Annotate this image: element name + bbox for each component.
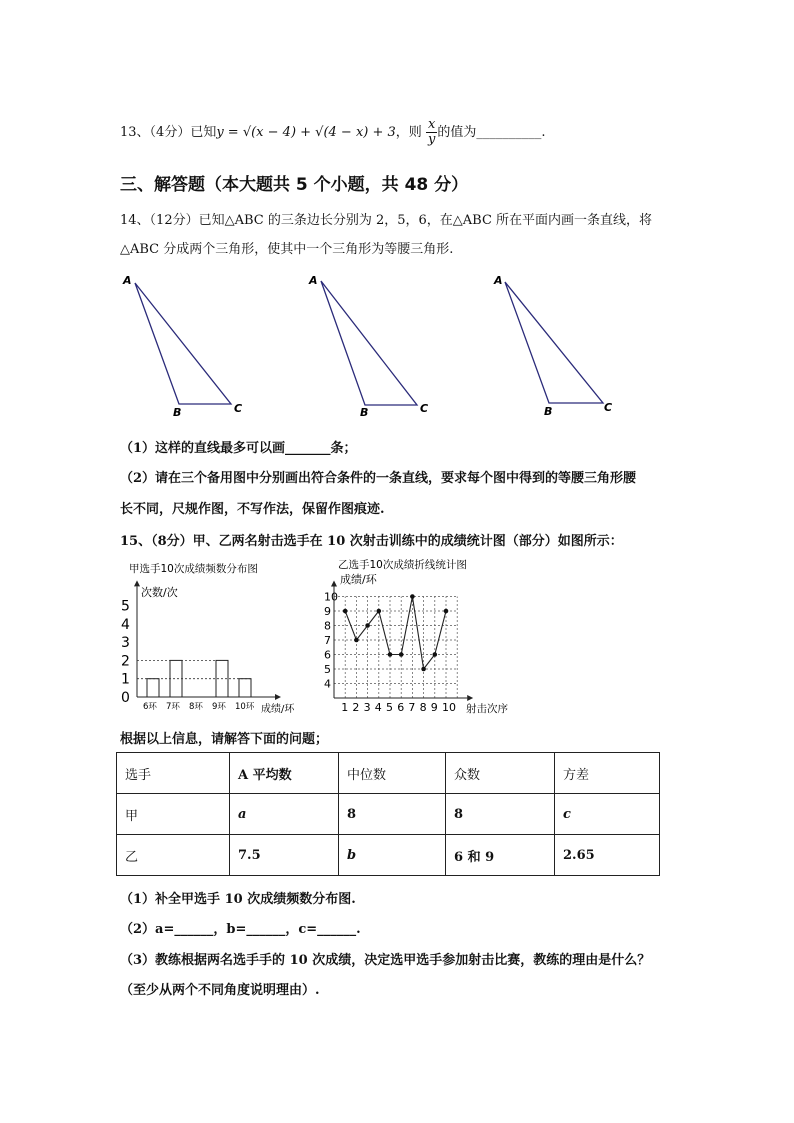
q13-prefix: 13、（4分）已知 — [120, 125, 217, 140]
q13-suffix: 的值为__________. — [437, 125, 546, 140]
triangle-figures — [110, 270, 670, 430]
y-tick-label: 4 — [121, 616, 130, 633]
y-axis-arrow — [134, 580, 140, 586]
x-tick-label: 5 — [386, 701, 393, 714]
x-tick-label: 9 — [430, 701, 438, 714]
bar-chart-title: 甲选手10次成绩频数分布图 — [129, 563, 258, 575]
x-tick-label: 8 — [419, 701, 427, 714]
q15-line1: 15、（8分）甲、乙两名射击选手在 10 次射击训练中的成绩统计图（部分）如图所示： — [120, 534, 623, 549]
x-tick-label: 10 — [442, 701, 456, 714]
bar — [170, 660, 182, 697]
label-c-1: C — [234, 402, 243, 415]
q14-sub2-line1: （2）请在三个备用图中分别画出符合条件的一条直线，要求每个图中得到的等腰三角形腰 — [120, 471, 637, 486]
y-tick-label: 6 — [324, 648, 331, 662]
triangle-2-shape — [321, 281, 417, 405]
data-point — [354, 638, 359, 643]
y-tick-label: 5 — [324, 663, 331, 676]
table-header-cell: 众数 — [446, 753, 555, 794]
q15-sub3-line1: （3）教练根据两名选手手的 10 次成绩，决定选甲选手参加射击比赛，教练的理由是什么？ — [120, 953, 651, 968]
bar — [239, 679, 251, 697]
section-3-title: 三、解答题（本大题共 5 个小题，共 48 分） — [120, 175, 469, 195]
x-tick-label: 4 — [374, 701, 382, 714]
bar-chart-ylabel: 次数/次 — [141, 586, 178, 599]
y-tick-label: 1 — [121, 671, 130, 688]
triangle-2 — [308, 274, 428, 419]
q14-sub1: （1）这样的直线最多可以画_______条； — [120, 441, 357, 456]
q15-after-charts: 根据以上信息，请解答下面的问题； — [120, 732, 329, 747]
line-chart-yi — [312, 555, 532, 720]
data-point — [399, 652, 404, 657]
table-row — [117, 794, 660, 835]
x-tick-label: 7 — [408, 701, 416, 714]
x-tick-label: 6环 — [143, 702, 157, 712]
label-a-3: A — [494, 274, 503, 287]
y-tick-label: 3 — [121, 635, 130, 652]
x-axis-arrow — [467, 695, 473, 701]
line-chart-xlabel: 射击次序 — [466, 703, 508, 715]
table-cell: b — [339, 835, 446, 876]
table-cell: a — [230, 794, 339, 835]
q15-sub3-line2: （至少从两个不同角度说明理由）. — [120, 983, 320, 998]
q14-line1: 14、（12分）已知△ABC 的三条边长分别为 2，5，6，在△ABC 所在平面内画一条直线，将 — [120, 213, 653, 228]
x-tick-label: 3 — [363, 701, 371, 714]
data-point — [410, 594, 415, 599]
label-b-1: B — [173, 406, 182, 419]
data-point — [377, 609, 382, 614]
bar — [147, 679, 159, 697]
table-header-cell: A 平均数 — [230, 753, 339, 794]
triangle-1 — [122, 274, 242, 419]
y-tick-label: 7 — [324, 634, 331, 647]
label-c-3: C — [604, 401, 613, 414]
y-axis-arrow — [331, 581, 337, 587]
label-a-1: A — [123, 274, 132, 287]
x-tick-label: 9环 — [212, 702, 226, 712]
triangle-3-shape — [505, 282, 603, 403]
table-header-cell: 方差 — [555, 753, 660, 794]
label-a-2: A — [309, 274, 318, 287]
q14-line2: △ABC 分成两个三角形，使其中一个三角形为等腰三角形. — [120, 242, 454, 257]
line-chart-title: 乙选手10次成绩折线统计图 — [338, 559, 467, 571]
data-point — [444, 609, 449, 614]
data-point — [421, 667, 426, 672]
label-b-3: B — [544, 405, 553, 418]
x-tick-label: 7环 — [166, 702, 180, 712]
table-cell: 7.5 — [230, 835, 339, 876]
bar-chart-xlabel: 成绩/环 — [261, 704, 295, 715]
table-header-cell: 中位数 — [339, 753, 446, 794]
data-point — [343, 609, 348, 614]
triangle-1-shape — [135, 283, 231, 404]
x-tick-label: 6 — [397, 701, 405, 714]
triangle-3 — [493, 274, 612, 418]
data-point — [433, 652, 438, 657]
data-point — [388, 652, 393, 657]
x-tick-label: 10环 — [235, 702, 255, 712]
label-b-2: B — [360, 406, 369, 419]
y-tick-label: 2 — [121, 653, 130, 670]
y-tick-label: 8 — [324, 619, 331, 633]
table-cell: 8 — [339, 794, 446, 835]
q13-formula: y = √(x − 4) + √(4 − x) + 3 — [216, 125, 396, 140]
line-chart-ylabel: 成绩/环 — [340, 573, 377, 586]
label-c-2: C — [420, 402, 429, 415]
data-point — [365, 623, 370, 628]
table-row — [117, 835, 660, 876]
question-13 — [120, 118, 545, 147]
y-tick-label: 9 — [324, 605, 331, 618]
table-header-cell: 选手 — [117, 753, 230, 794]
table-cell: 8 — [446, 794, 555, 835]
x-tick-label: 2 — [352, 701, 360, 714]
frac-numerator: x — [426, 118, 437, 133]
x-axis-arrow — [275, 694, 281, 700]
y-tick-label: 4 — [324, 677, 331, 691]
stats-table — [116, 752, 660, 876]
table-cell: 甲 — [117, 794, 230, 835]
bar-chart-jia — [115, 558, 315, 723]
q14-sub2-line2: 长不同，尺规作图，不写作法，保留作图痕迹. — [120, 502, 385, 517]
q13-mid: ，则 — [395, 125, 422, 140]
q15-sub1: （1）补全甲选手 10 次成绩频数分布图. — [120, 892, 356, 907]
y-tick-label: 0 — [121, 690, 130, 706]
q13-fraction — [426, 118, 437, 147]
y-tick-label: 5 — [121, 598, 130, 615]
q15-sub2: （2）a=______，b=______，c=______. — [120, 922, 361, 937]
x-tick-label: 8环 — [189, 702, 203, 712]
table-cell: 乙 — [117, 835, 230, 876]
x-tick-label: 1 — [341, 701, 349, 714]
frac-denominator: y — [427, 132, 436, 147]
series-line — [345, 597, 446, 670]
table-cell: 6 和 9 — [446, 835, 555, 876]
y-tick-label: 10 — [324, 590, 338, 604]
table-cell: c — [555, 794, 660, 835]
table-cell: 2.65 — [555, 835, 660, 876]
table-header-row — [117, 753, 660, 794]
